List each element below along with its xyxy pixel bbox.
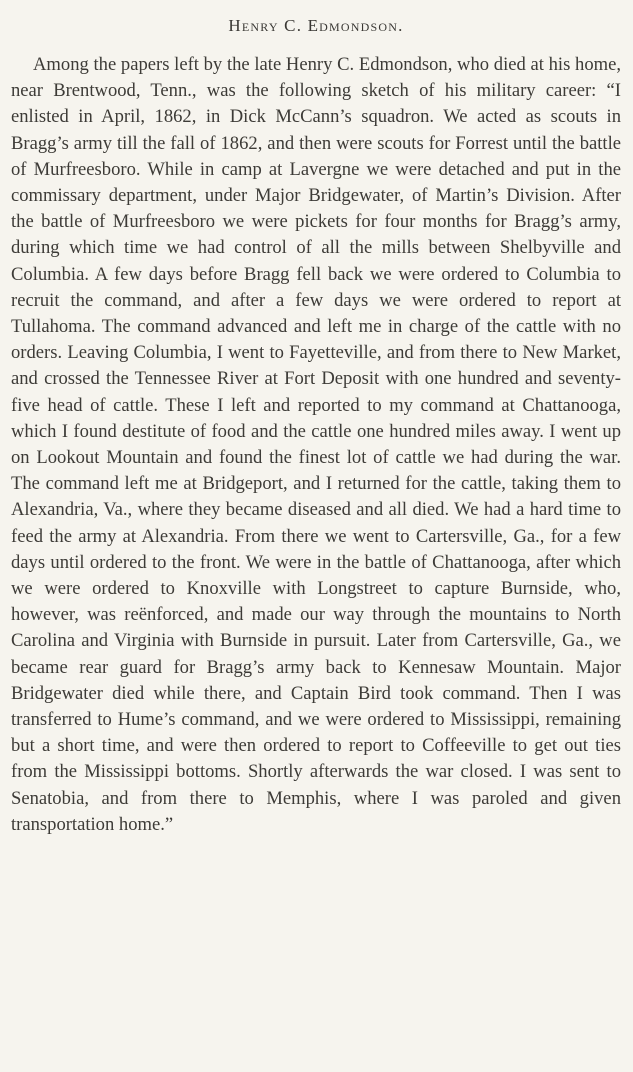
document-page <box>11 0 621 838</box>
article-title: Henry C. Edmondson. <box>228 16 404 35</box>
article-body: Among the papers left by the late Henry C. Edmondson, who died at his home, near Brentwood, Tenn., was the following sketch of his military career: “I enlisted in April, 1862, in Dick McCann’s squadron. We acted as scouts in Bragg’s army till the fall of 1862, and then were scouts for Forrest until the battle of Murfreesboro. While in camp at Lavergne we were detached and put in the commissary department, under Major Bridgewater, of Martin’s Division. After the battle of Murfreesboro we were pickets for four months for Bragg’s army, during which time we had control of all the mills between Shelbyville and Columbia. A few days before Bragg fell back we were ordered to Columbia to recruit the command, and after a few days we were ordered to report at Tullahoma. The command advanced and left me in charge of the cattle with no orders. Leaving Columbia, I went to Fayetteville, and from there to New Market, and crossed the Tennessee River at Fort Deposit with one hundred and seventy-five head of cattle. These I left and reported to my command at Chattanooga, which I found destitute of food and the cattle one hundred miles away. I went up on Lookout Mountain and found the finest lot of cattle we had during the war. The command left me at Bridgeport, and I returned for the cattle, taking them to Alexandria, Va., where they became diseased and all died. We had a hard time to feed the army at Alexandria. From there we went to Cartersville, Ga., for a few days until ordered to the front. We were in the battle of Chattanooga, after which we were ordered to Knoxville with Longstreet to capture Burnside, who, however, was reënforced, and made our way through the mountains to North Carolina and Virginia with Burnside in pursuit. Later from Cartersville, Ga., we became rear guard for Bragg’s army back to Kennesaw Mountain. Major Bridgewater died while there, and Captain Bird took command. Then I was transferred to Hume’s command, and we were ordered to Mississippi, remaining but a short time, and were then ordered to report to Coffeeville to get out ties from the Mississippi bottoms. Shortly afterwards the war closed. I was sent to Senatobia, and from there to Memphis, where I was paroled and given transportation home.” <box>11 54 621 835</box>
